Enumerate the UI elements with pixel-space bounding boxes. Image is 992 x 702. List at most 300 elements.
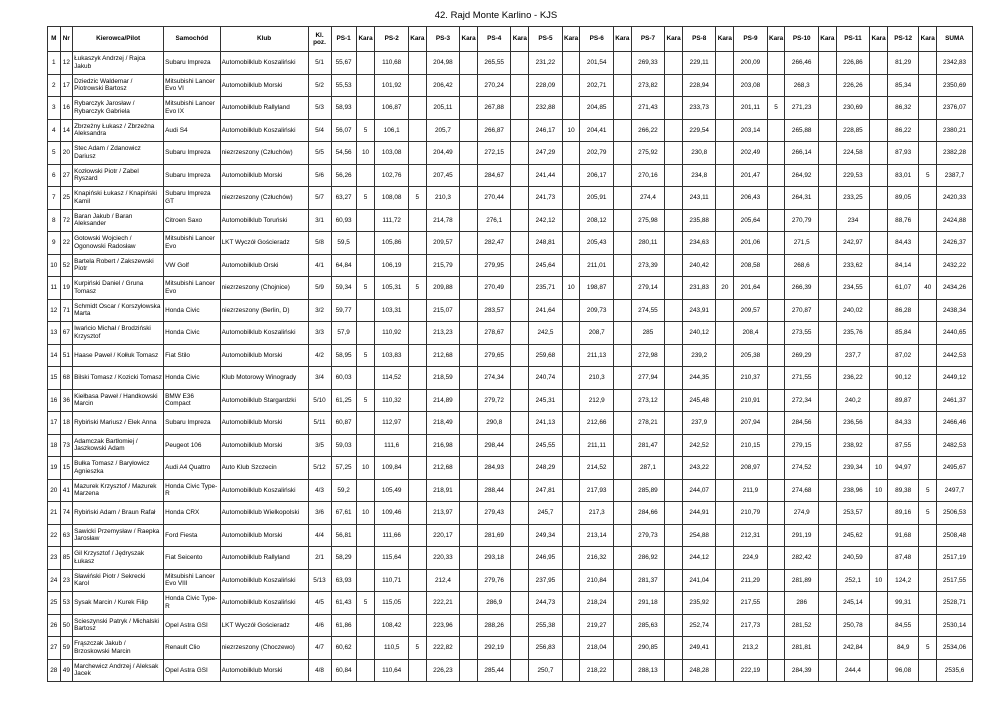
table-cell xyxy=(767,254,785,277)
table-cell xyxy=(818,299,836,322)
table-cell: Sławiński Piotr / Sekrecki Karol xyxy=(73,569,164,592)
table-cell: 4/8 xyxy=(308,659,331,682)
table-cell: 201,64 xyxy=(734,277,767,300)
table-cell xyxy=(818,187,836,210)
table-cell xyxy=(460,569,478,592)
table-cell: Automobilklub Koszaliński xyxy=(220,592,308,615)
table-cell xyxy=(919,209,937,232)
table-cell xyxy=(716,299,734,322)
table-cell xyxy=(613,637,631,660)
table-cell: 5 xyxy=(408,637,426,660)
table-cell xyxy=(356,97,375,120)
table-cell xyxy=(460,254,478,277)
table-cell: 5/11 xyxy=(308,412,331,435)
table-cell: 3 xyxy=(48,97,61,120)
table-cell: 264,31 xyxy=(785,187,818,210)
table-cell xyxy=(460,659,478,682)
table-cell: 242,5 xyxy=(529,322,562,345)
table-cell xyxy=(562,344,580,367)
table-cell xyxy=(870,164,888,187)
table-cell xyxy=(818,637,836,660)
table-cell xyxy=(716,254,734,277)
table-cell: 198,87 xyxy=(580,277,613,300)
table-cell: 237,9 xyxy=(682,412,715,435)
table-cell: 218,24 xyxy=(580,592,613,615)
table-cell: Automobilklub Stargardzki xyxy=(220,389,308,412)
table-cell: Subaru Impreza xyxy=(164,52,221,75)
table-cell: 2482,53 xyxy=(937,434,973,457)
table-cell: 6 xyxy=(48,164,61,187)
table-cell: 8 xyxy=(48,209,61,232)
table-cell xyxy=(562,614,580,637)
table-cell: 235,92 xyxy=(682,592,715,615)
table-cell: Peugeot 106 xyxy=(164,434,221,457)
table-cell xyxy=(562,142,580,165)
column-header: Kierowca/Pilot xyxy=(73,27,164,52)
table-cell xyxy=(716,659,734,682)
table-cell: 59 xyxy=(60,637,73,660)
table-cell xyxy=(562,322,580,345)
table-cell xyxy=(460,277,478,300)
table-cell: 218,49 xyxy=(426,412,459,435)
table-cell xyxy=(408,344,426,367)
table-cell: 204,49 xyxy=(426,142,459,165)
table-cell: 110,64 xyxy=(375,659,408,682)
table-cell: 231,22 xyxy=(529,52,562,75)
table-cell: 286,9 xyxy=(477,592,510,615)
table-cell: 245,62 xyxy=(836,524,869,547)
column-header: Kara xyxy=(408,27,426,52)
table-cell: 291,18 xyxy=(631,592,664,615)
table-cell: 5 xyxy=(919,479,937,502)
table-cell xyxy=(408,232,426,255)
table-cell xyxy=(613,74,631,97)
table-cell: 218,91 xyxy=(426,479,459,502)
table-row xyxy=(48,52,973,75)
table-cell: 250,78 xyxy=(836,614,869,637)
table-cell: 105,49 xyxy=(375,479,408,502)
table-cell xyxy=(562,479,580,502)
table-cell: 5 xyxy=(356,592,375,615)
table-cell: 205,43 xyxy=(580,232,613,255)
table-cell: Bułka Tomasz / Baryłowicz Agnieszka xyxy=(73,457,164,480)
column-header: Kara xyxy=(818,27,836,52)
table-cell: 248,29 xyxy=(529,457,562,480)
table-cell xyxy=(460,232,478,255)
column-header: PS-6 xyxy=(580,27,613,52)
table-cell: 5 xyxy=(767,97,785,120)
table-cell: 10 xyxy=(48,254,61,277)
table-cell: 2495,67 xyxy=(937,457,973,480)
table-cell: 84,14 xyxy=(887,254,918,277)
table-cell xyxy=(716,187,734,210)
table-cell: 268,3 xyxy=(785,74,818,97)
table-cell xyxy=(460,434,478,457)
table-cell: 87,48 xyxy=(887,547,918,570)
table-cell: 110,32 xyxy=(375,389,408,412)
table-cell: 15 xyxy=(60,457,73,480)
table-cell xyxy=(356,232,375,255)
table-cell xyxy=(562,164,580,187)
table-cell xyxy=(716,119,734,142)
table-cell: 112,97 xyxy=(375,412,408,435)
table-cell xyxy=(716,209,734,232)
table-cell xyxy=(613,389,631,412)
table-cell: Mitsubishi Lancer Evo IX xyxy=(164,97,221,120)
table-cell: 273,55 xyxy=(785,322,818,345)
table-cell xyxy=(665,479,683,502)
table-cell: 259,68 xyxy=(529,344,562,367)
table-cell: 212,68 xyxy=(426,457,459,480)
table-cell xyxy=(511,119,529,142)
table-cell: Kozłowski Piotr / Zabel Ryszard xyxy=(73,164,164,187)
table-cell xyxy=(919,434,937,457)
table-cell: 284,67 xyxy=(477,164,510,187)
table-cell: Scieszynski Patryk / Michalski Bartosz xyxy=(73,614,164,637)
table-cell xyxy=(613,344,631,367)
table-cell xyxy=(613,547,631,570)
table-cell: 205,91 xyxy=(580,187,613,210)
table-cell xyxy=(818,97,836,120)
table-cell xyxy=(716,412,734,435)
table-cell: Adamczak Bartłomiej / Jaszkowski Adam xyxy=(73,434,164,457)
table-cell: 274,34 xyxy=(477,367,510,390)
table-cell: 298,44 xyxy=(477,434,510,457)
table-cell: 109,84 xyxy=(375,457,408,480)
table-cell: 274,52 xyxy=(785,457,818,480)
table-cell: 281,52 xyxy=(785,614,818,637)
column-header: M xyxy=(48,27,61,52)
table-cell: 25 xyxy=(60,187,73,210)
table-cell: 87,02 xyxy=(887,344,918,367)
table-cell: 36 xyxy=(60,389,73,412)
table-cell xyxy=(767,187,785,210)
table-cell: 232,88 xyxy=(529,97,562,120)
page-title: 42. Rajd Monte Karlino - KJS xyxy=(434,10,558,21)
table-cell: 217,3 xyxy=(580,502,613,525)
table-cell: 16 xyxy=(60,97,73,120)
table-cell xyxy=(870,74,888,97)
table-cell xyxy=(408,592,426,615)
table-cell: 240,2 xyxy=(836,389,869,412)
table-cell xyxy=(408,502,426,525)
table-cell: 84,55 xyxy=(887,614,918,637)
table-cell: 246,17 xyxy=(529,119,562,142)
table-cell: 214,89 xyxy=(426,389,459,412)
table-cell: 105,31 xyxy=(375,277,408,300)
column-header: PS-8 xyxy=(682,27,715,52)
table-cell: 244,12 xyxy=(682,547,715,570)
table-row xyxy=(48,344,973,367)
table-cell: 71 xyxy=(60,299,73,322)
table-cell: 2382,28 xyxy=(937,142,973,165)
table-cell: 229,53 xyxy=(836,164,869,187)
table-cell: 205,38 xyxy=(734,344,767,367)
table-cell: 240,12 xyxy=(682,322,715,345)
table-cell xyxy=(460,187,478,210)
table-cell: 271,43 xyxy=(631,97,664,120)
table-cell: 111,66 xyxy=(375,524,408,547)
table-row xyxy=(48,659,973,682)
table-cell: niezrzeszony (Berlin, D) xyxy=(220,299,308,322)
table-cell: 270,44 xyxy=(477,187,510,210)
table-cell: 2387,7 xyxy=(937,164,973,187)
table-row xyxy=(48,479,973,502)
table-cell xyxy=(818,479,836,502)
table-cell: 124,2 xyxy=(887,569,918,592)
table-cell: 25 xyxy=(48,592,61,615)
table-row xyxy=(48,232,973,255)
table-cell: 252,1 xyxy=(836,569,869,592)
table-cell: 89,05 xyxy=(887,187,918,210)
table-cell: 220,33 xyxy=(426,547,459,570)
table-cell xyxy=(818,209,836,232)
table-cell xyxy=(716,569,734,592)
table-cell: 20 xyxy=(716,277,734,300)
table-cell: 241,04 xyxy=(682,569,715,592)
table-cell xyxy=(408,659,426,682)
table-cell xyxy=(716,389,734,412)
table-cell xyxy=(818,232,836,255)
table-cell: 61,43 xyxy=(331,592,356,615)
table-cell: 271,55 xyxy=(785,367,818,390)
table-cell: 12 xyxy=(48,299,61,322)
table-cell: 1 xyxy=(48,52,61,75)
table-cell xyxy=(613,164,631,187)
table-cell: 61,25 xyxy=(331,389,356,412)
table-cell xyxy=(460,457,478,480)
table-cell xyxy=(460,322,478,345)
table-cell xyxy=(562,592,580,615)
table-cell: 58,93 xyxy=(331,97,356,120)
table-cell xyxy=(613,52,631,75)
table-cell xyxy=(665,299,683,322)
table-cell xyxy=(870,547,888,570)
table-cell: 290,85 xyxy=(631,637,664,660)
table-cell: 4/3 xyxy=(308,479,331,502)
table-cell: Honda Civic xyxy=(164,299,221,322)
table-cell xyxy=(356,74,375,97)
table-cell: 204,98 xyxy=(426,52,459,75)
table-cell xyxy=(460,142,478,165)
table-cell: 204,85 xyxy=(580,97,613,120)
table-cell: Renault Clio xyxy=(164,637,221,660)
results-table xyxy=(47,26,973,682)
table-cell: 2342,83 xyxy=(937,52,973,75)
table-row xyxy=(48,637,973,660)
table-cell xyxy=(767,614,785,637)
table-cell: Auto Klub Szczecin xyxy=(220,457,308,480)
table-cell xyxy=(511,164,529,187)
table-cell xyxy=(818,389,836,412)
table-cell: 210,15 xyxy=(734,434,767,457)
table-cell xyxy=(818,367,836,390)
table-cell: 87,93 xyxy=(887,142,918,165)
table-cell: 240,42 xyxy=(682,254,715,277)
table-cell: 252,74 xyxy=(682,614,715,637)
table-cell: 242,84 xyxy=(836,637,869,660)
table-cell xyxy=(818,412,836,435)
table-cell xyxy=(818,547,836,570)
table-cell xyxy=(665,389,683,412)
table-cell: 4/1 xyxy=(308,254,331,277)
table-cell: 2535,6 xyxy=(937,659,973,682)
table-cell xyxy=(919,232,937,255)
table-cell: 74 xyxy=(60,502,73,525)
table-cell xyxy=(511,457,529,480)
table-cell: Automobilklub Koszaliński xyxy=(220,569,308,592)
table-row xyxy=(48,209,973,232)
table-cell: 276,1 xyxy=(477,209,510,232)
table-cell: 213,23 xyxy=(426,322,459,345)
table-cell xyxy=(511,322,529,345)
table-cell: 203,14 xyxy=(734,119,767,142)
table-cell: niezrzeszony (Choczewo) xyxy=(220,637,308,660)
table-cell xyxy=(665,457,683,480)
table-cell xyxy=(767,277,785,300)
table-cell: 217,55 xyxy=(734,592,767,615)
table-cell: 5 xyxy=(356,119,375,142)
table-cell: 284,66 xyxy=(631,502,664,525)
table-cell xyxy=(665,614,683,637)
table-cell: 56,81 xyxy=(331,524,356,547)
table-cell xyxy=(716,614,734,637)
table-cell: 282,42 xyxy=(785,547,818,570)
table-cell xyxy=(511,434,529,457)
table-cell: 208,58 xyxy=(734,254,767,277)
table-cell xyxy=(613,322,631,345)
table-cell: 242,12 xyxy=(529,209,562,232)
table-cell: 234,8 xyxy=(682,164,715,187)
table-cell: 67,61 xyxy=(331,502,356,525)
table-cell: 5/4 xyxy=(308,119,331,142)
table-cell xyxy=(562,457,580,480)
table-cell: 83,01 xyxy=(887,164,918,187)
table-cell: 5 xyxy=(408,187,426,210)
table-cell: 223,96 xyxy=(426,614,459,637)
table-cell: 241,44 xyxy=(529,164,562,187)
table-row xyxy=(48,367,973,390)
table-cell xyxy=(767,52,785,75)
table-cell: 241,73 xyxy=(529,187,562,210)
table-cell xyxy=(356,164,375,187)
table-cell: 282,47 xyxy=(477,232,510,255)
table-cell: Stec Adam / Zdanowicz Dariusz xyxy=(73,142,164,165)
table-cell: 11 xyxy=(48,277,61,300)
table-cell: Automobilklub Morski xyxy=(220,659,308,682)
table-cell: 201,54 xyxy=(580,52,613,75)
table-row xyxy=(48,322,973,345)
table-cell: 20 xyxy=(48,479,61,502)
table-cell: 60,03 xyxy=(331,367,356,390)
table-cell xyxy=(716,592,734,615)
table-cell: 23 xyxy=(60,569,73,592)
table-cell: 2376,07 xyxy=(937,97,973,120)
table-cell: 49 xyxy=(60,659,73,682)
table-cell: 84,43 xyxy=(887,232,918,255)
table-cell: 237,95 xyxy=(529,569,562,592)
table-cell: 249,34 xyxy=(529,524,562,547)
table-cell: 288,26 xyxy=(477,614,510,637)
table-cell xyxy=(919,299,937,322)
table-cell xyxy=(408,367,426,390)
table-cell xyxy=(919,614,937,637)
table-cell: 110,92 xyxy=(375,322,408,345)
table-cell: 17 xyxy=(60,74,73,97)
table-header-row xyxy=(48,27,973,52)
table-cell: 234,63 xyxy=(682,232,715,255)
table-cell xyxy=(767,502,785,525)
table-cell: 60,93 xyxy=(331,209,356,232)
table-cell: 239,2 xyxy=(682,344,715,367)
table-cell: Automobilklub Koszaliński xyxy=(220,119,308,142)
table-cell xyxy=(767,434,785,457)
table-cell xyxy=(613,502,631,525)
table-cell: 59,34 xyxy=(331,277,356,300)
table-cell xyxy=(408,457,426,480)
table-cell: 106,87 xyxy=(375,97,408,120)
column-header: PS-11 xyxy=(836,27,869,52)
table-cell: Iwańcio Michał / Brodziński Krzysztof xyxy=(73,322,164,345)
table-cell: 10 xyxy=(562,277,580,300)
table-cell: 53 xyxy=(60,592,73,615)
table-cell: 115,64 xyxy=(375,547,408,570)
table-cell: Zbrzeżny Łukasz / Zbrzeżna Aleksandra xyxy=(73,119,164,142)
table-cell: 59,2 xyxy=(331,479,356,502)
table-cell: 207,45 xyxy=(426,164,459,187)
table-cell: 207,94 xyxy=(734,412,767,435)
table-cell: Rybarczyk Jarosław / Rybarczyk Gabriela xyxy=(73,97,164,120)
table-cell: 213,97 xyxy=(426,502,459,525)
table-cell: 205,11 xyxy=(426,97,459,120)
table-cell: 2420,33 xyxy=(937,187,973,210)
table-cell: 3/5 xyxy=(308,434,331,457)
table-cell xyxy=(870,187,888,210)
table-cell: 5/6 xyxy=(308,164,331,187)
table-cell: 287,1 xyxy=(631,457,664,480)
column-header: Kara xyxy=(767,27,785,52)
table-cell: 2426,37 xyxy=(937,232,973,255)
table-cell: 28 xyxy=(48,659,61,682)
column-header: Kara xyxy=(665,27,683,52)
column-header: Kara xyxy=(562,27,580,52)
table-cell: 229,11 xyxy=(682,52,715,75)
table-cell xyxy=(870,659,888,682)
table-cell xyxy=(818,502,836,525)
table-cell xyxy=(356,322,375,345)
table-cell: 222,19 xyxy=(734,659,767,682)
table-cell: 212,31 xyxy=(734,524,767,547)
table-cell: 278,67 xyxy=(477,322,510,345)
table-cell xyxy=(408,74,426,97)
table-cell xyxy=(356,479,375,502)
table-cell: 240,74 xyxy=(529,367,562,390)
table-cell xyxy=(716,74,734,97)
table-cell xyxy=(460,389,478,412)
table-cell: 244,4 xyxy=(836,659,869,682)
table-cell: 23 xyxy=(48,547,61,570)
table-cell xyxy=(665,569,683,592)
table-cell: 5/5 xyxy=(308,142,331,165)
table-cell: 268,6 xyxy=(785,254,818,277)
table-cell xyxy=(665,52,683,75)
table-cell xyxy=(919,592,937,615)
table-cell: 228,94 xyxy=(682,74,715,97)
table-cell: 10 xyxy=(356,142,375,165)
table-cell: 108,42 xyxy=(375,614,408,637)
table-cell xyxy=(919,367,937,390)
column-header: PS-10 xyxy=(785,27,818,52)
